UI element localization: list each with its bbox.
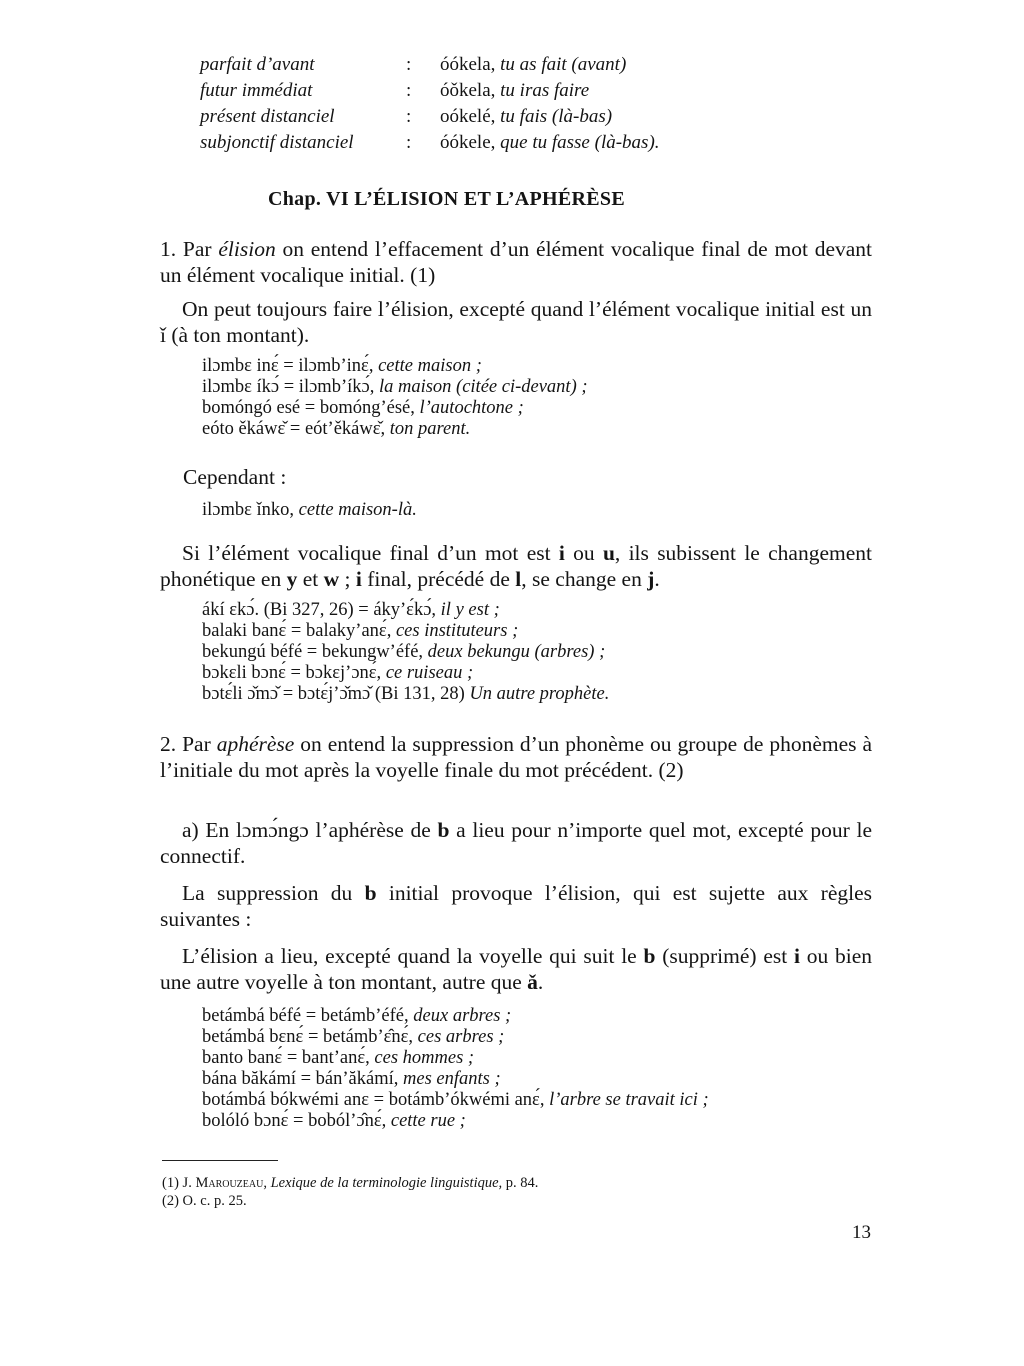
example-gloss: la maison (citée ci-devant) ;: [378, 377, 588, 397]
term-apherese: aphérèse: [216, 732, 295, 756]
tense-label: subjonctif distanciel: [200, 132, 354, 153]
bold-letter: i: [793, 944, 800, 968]
example-source: ilɔmbɛ ǐnko,: [202, 500, 295, 520]
paragraph-apherese-definition: [160, 731, 872, 783]
footnote-2: [162, 1192, 247, 1210]
example-gloss: mes enfants ;: [403, 1069, 501, 1089]
paragraph-elision-exception: [160, 943, 872, 995]
text-run: final, précédé de: [361, 567, 516, 591]
text-run: .: [537, 970, 544, 994]
bold-letter: u: [602, 541, 615, 565]
example-gloss: ton parent.: [389, 419, 471, 439]
text-run: ;: [339, 567, 356, 591]
text-run: La suppression du: [182, 881, 365, 905]
bold-letter: b: [437, 818, 450, 842]
example-gloss: deux bekungu (arbres) ;: [427, 642, 606, 662]
paragraph-elision-definition: [160, 236, 872, 288]
example-source: betámbá béfé = betámb’éfé,: [202, 1006, 409, 1026]
tense-form: [440, 130, 660, 156]
bold-letter: b: [643, 944, 656, 968]
example-source: betámbá bɛnɛ́ = betámb’ɛ̂nɛ́,: [202, 1027, 414, 1047]
page-number: 13: [852, 1222, 871, 1243]
example-source: bolóló bɔnɛ́ = boból’ɔ̂nɛ́,: [202, 1111, 387, 1131]
example-gloss: cette maison-là.: [298, 500, 417, 520]
example-line: [202, 621, 609, 642]
example-line: [202, 684, 609, 705]
example-line: [202, 663, 609, 684]
example-line: [202, 600, 609, 621]
example-gloss: ces hommes ;: [374, 1048, 475, 1068]
paragraph-suppression: [160, 880, 872, 932]
example-line: [202, 1006, 709, 1027]
text-run: Par: [182, 237, 219, 261]
example-line: [202, 642, 609, 663]
example-source: bána băkámí = bán’ăkámí,: [202, 1069, 399, 1089]
example-source: banto banɛ́ = bant’anɛ́,: [202, 1048, 370, 1068]
term-elision: élision: [218, 237, 276, 261]
example-gloss: Un autre prophète.: [469, 684, 610, 704]
bold-letter: b: [364, 881, 377, 905]
example-gloss: cette maison ;: [378, 356, 482, 376]
bold-letter: w: [323, 567, 340, 591]
example-line-cependant: [202, 500, 417, 521]
example-line: [202, 1111, 709, 1132]
footnote-number: (2): [162, 1193, 179, 1209]
paragraph-elision-rule: On peut toujours faire l’élision, excepté quand l’élément vocalique initial est un ǐ (à ton montant).: [160, 297, 872, 347]
text-run: Par: [182, 732, 217, 756]
example-line: [202, 500, 417, 521]
tense-gloss: tu as fait (avant): [500, 54, 627, 75]
example-line: [202, 1027, 709, 1048]
example-line: [202, 1069, 709, 1090]
paragraph-phonetic-change: [160, 540, 872, 592]
example-gloss: deux arbres ;: [413, 1006, 512, 1026]
text-run: , se change en: [521, 567, 648, 591]
example-gloss: ces arbres ;: [417, 1027, 505, 1047]
examples-block-4: [202, 1006, 709, 1132]
bold-letter: i: [355, 567, 362, 591]
paragraph-apherese-lomongo: [160, 817, 872, 869]
example-gloss: l’arbre se travait ici ;: [549, 1090, 709, 1110]
example-source: eóto ěkáwɛ̌ = eót’ěkáwɛ̌,: [202, 419, 386, 439]
author-name: Marouzeau,: [195, 1175, 267, 1191]
colon: :: [406, 54, 412, 75]
cependant-label: Cependant :: [183, 465, 287, 489]
tense-form: [440, 78, 589, 104]
example-line: [202, 1048, 709, 1069]
example-gloss: cette rue ;: [390, 1111, 466, 1131]
colon: :: [406, 80, 412, 101]
footnote-rule: [162, 1160, 278, 1161]
verb-form: óókele,: [440, 132, 496, 153]
conjugation-row: [200, 52, 820, 78]
section-number: 1.: [160, 237, 177, 261]
examples-block-1: [202, 356, 588, 440]
bold-letter: ǎ: [527, 970, 538, 994]
chapter-label: Chap. VI: [268, 188, 349, 210]
example-line: [202, 398, 588, 419]
text-run: ou: [564, 541, 603, 565]
example-source: ilɔmbɛ inɛ́ = ilɔmb’inɛ́,: [202, 356, 374, 376]
tense-gloss: tu fais (là-bas): [500, 106, 613, 127]
example-source: bɔkɛli bɔnɛ́ = bɔkɛj’ɔnɛ́,: [202, 663, 382, 683]
text-run: initial provoque l’élision, qui est sujette aux règles suivantes :: [160, 881, 872, 931]
text-run: et: [297, 567, 324, 591]
example-source: bomóngó esé = bomóng’ésé,: [202, 398, 415, 418]
text-run: .: [654, 567, 660, 591]
example-line: [202, 1090, 709, 1111]
conjugation-row: [200, 104, 820, 130]
page-reference: p. 84.: [505, 1175, 539, 1191]
author-initial: J.: [182, 1175, 192, 1191]
footnote-number: (1): [162, 1175, 179, 1191]
verb-form: oókelé,: [440, 106, 496, 127]
example-source: ákí ɛkɔ́. (Bi 327, 26) = áky’ɛ́kɔ́,: [202, 600, 437, 620]
example-line: [202, 419, 588, 440]
footnote-1: [162, 1174, 538, 1192]
tense-gloss: que tu fasse (là-bas).: [500, 132, 660, 153]
verb-form: óǒkela,: [440, 80, 496, 101]
example-line: [202, 377, 588, 398]
work-title: Lexique de la terminologie linguistique,: [270, 1175, 503, 1191]
examples-block-3: [202, 600, 609, 705]
chapter-title: L’ÉLISION ET L’APHÉRÈSE: [354, 188, 625, 210]
tense-gloss: tu iras faire: [500, 80, 590, 101]
text-run: a) En lɔmɔ́ngɔ l’aphérèse de: [182, 818, 438, 842]
conjugation-table: [200, 52, 820, 156]
example-source: ilɔmbɛ íkɔ́ = ilɔmb’íkɔ́,: [202, 377, 375, 397]
tense-form: [440, 104, 612, 130]
example-source: bekungú béfé = bekungw’éfé,: [202, 642, 424, 662]
example-gloss: ce ruiseau ;: [385, 663, 474, 683]
tense-label: présent distanciel: [200, 106, 335, 127]
text-run: L’élision a lieu, excepté quand la voyelle qui suit le: [182, 944, 644, 968]
text-run: , ils subissent le changement phonétique en: [160, 541, 873, 591]
example-gloss: ces instituteurs ;: [395, 621, 519, 641]
example-source: botámbá bókwémi anɛ = botámb’ókwémi anɛ́,: [202, 1090, 545, 1110]
bold-letter: i: [558, 541, 565, 565]
colon: :: [406, 132, 412, 153]
conjugation-row: [200, 78, 820, 104]
example-source: balaki banɛ́ = balaky’anɛ́,: [202, 621, 392, 641]
bold-letter: j: [647, 567, 655, 591]
tense-label: parfait d’avant: [200, 54, 315, 75]
example-source: bɔtɛ́li ɔ̌mɔ̌ = bɔtɛ́j’ɔ̌mɔ̌ (Bi 131, 28): [202, 684, 465, 704]
bold-letter: l: [515, 567, 522, 591]
text-run: on entend l’effacement d’un élément vocalique final de mot devant un élément vocalique initial. (1): [160, 237, 873, 287]
chapter-heading: [268, 188, 625, 211]
tense-label: futur immédiat: [200, 80, 313, 101]
colon: :: [406, 106, 412, 127]
text-run: a lieu pour n’importe quel mot, excepté pour le connectif.: [160, 818, 872, 868]
verb-form: óókela,: [440, 54, 496, 75]
bold-letter: y: [286, 567, 298, 591]
text-run: Si l’élément vocalique final d’un mot est: [182, 541, 559, 565]
conjugation-row: [200, 130, 820, 156]
text-run: (supprimé) est: [655, 944, 794, 968]
example-gloss: il y est ;: [440, 600, 500, 620]
footnote-text: O. c. p. 25.: [182, 1193, 247, 1209]
tense-form: [440, 52, 626, 78]
text-run: on entend la suppression d’un phonème ou groupe de phonèmes à l’initiale du mot après la voyelle finale du mot précédent. (2): [160, 732, 872, 782]
example-gloss: l’autochtone ;: [419, 398, 524, 418]
text-run: ou bien une autre voyelle à ton montant, autre que: [160, 944, 872, 994]
section-number: 2.: [160, 732, 177, 756]
example-line: [202, 356, 588, 377]
